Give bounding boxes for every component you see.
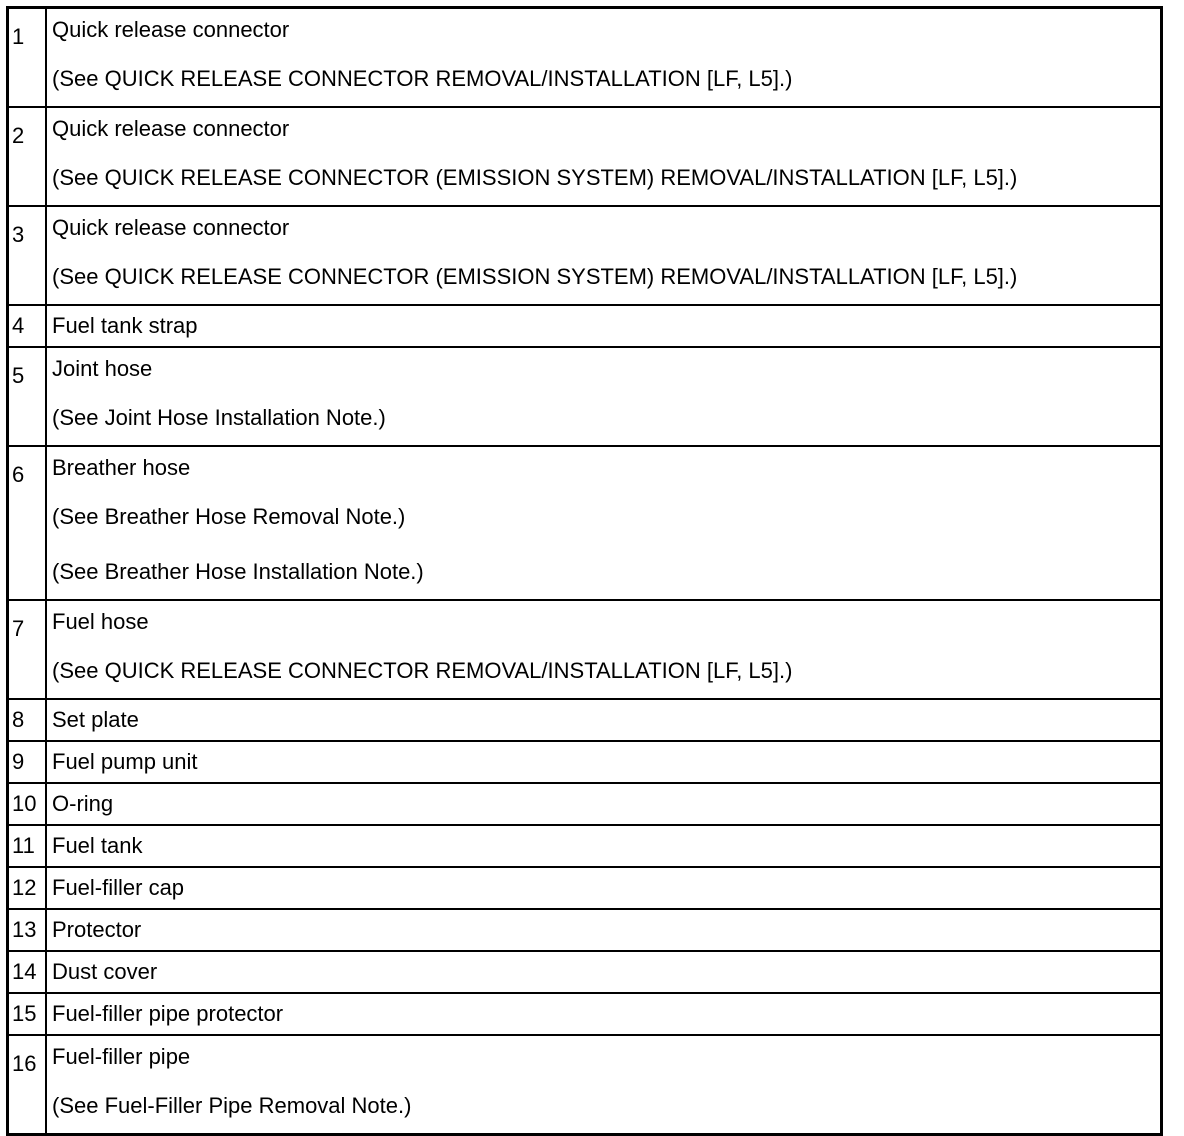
- table-row: [8, 699, 1162, 741]
- part-name: Joint hose: [52, 356, 153, 381]
- table-row: [8, 347, 1162, 446]
- part-name: Fuel-filler pipe: [52, 1044, 191, 1069]
- part-number: 2: [8, 107, 47, 206]
- part-description: [46, 206, 1162, 305]
- part-description: [46, 305, 1162, 347]
- parts-table: [6, 6, 1163, 1136]
- part-description: [46, 699, 1162, 741]
- part-number: 5: [8, 347, 47, 446]
- part-name: Fuel hose: [52, 609, 149, 634]
- part-name: Protector: [52, 917, 142, 942]
- part-name: Breather hose: [52, 455, 191, 480]
- table-row: [8, 107, 1162, 206]
- part-description: [46, 446, 1162, 600]
- part-number: 3: [8, 206, 47, 305]
- part-description: [46, 993, 1162, 1035]
- table-row: [8, 825, 1162, 867]
- table-row: [8, 446, 1162, 600]
- part-name: Dust cover: [52, 959, 158, 984]
- table-row: [8, 783, 1162, 825]
- part-reference-link[interactable]: (See QUICK RELEASE CONNECTOR REMOVAL/INSTALLATION [LF, L5].): [52, 658, 793, 683]
- part-name: O-ring: [52, 791, 114, 816]
- part-number: 11: [8, 825, 47, 867]
- part-number: 7: [8, 600, 47, 699]
- table-row: [8, 741, 1162, 783]
- part-name: Fuel tank: [52, 833, 143, 858]
- part-name: Fuel-filler cap: [52, 875, 185, 900]
- table-row: [8, 993, 1162, 1035]
- part-number: 12: [8, 867, 47, 909]
- part-reference-link[interactable]: (See Fuel-Filler Pipe Removal Note.): [52, 1093, 412, 1118]
- table-row: [8, 1035, 1162, 1135]
- part-description: [46, 8, 1162, 108]
- part-reference-link[interactable]: (See Breather Hose Removal Note.): [52, 504, 406, 529]
- part-name: Quick release connector: [52, 17, 290, 42]
- part-description: [46, 600, 1162, 699]
- part-description: [46, 825, 1162, 867]
- part-number: 6: [8, 446, 47, 600]
- table-row: [8, 206, 1162, 305]
- part-name: Fuel tank strap: [52, 313, 198, 338]
- part-number: 13: [8, 909, 47, 951]
- part-number: 10: [8, 783, 47, 825]
- part-description: [46, 347, 1162, 446]
- part-name: Quick release connector: [52, 116, 290, 141]
- part-description: [46, 867, 1162, 909]
- part-name: Set plate: [52, 707, 139, 732]
- part-number: 16: [8, 1035, 47, 1135]
- part-reference-link[interactable]: (See Breather Hose Installation Note.): [52, 559, 424, 584]
- part-description: [46, 741, 1162, 783]
- part-description: [46, 107, 1162, 206]
- part-number: 15: [8, 993, 47, 1035]
- part-reference-link[interactable]: (See Joint Hose Installation Note.): [52, 405, 386, 430]
- part-number: 9: [8, 741, 47, 783]
- part-reference-link[interactable]: (See QUICK RELEASE CONNECTOR REMOVAL/INSTALLATION [LF, L5].): [52, 66, 793, 91]
- part-description: [46, 1035, 1162, 1135]
- part-reference-link[interactable]: (See QUICK RELEASE CONNECTOR (EMISSION SYSTEM) REMOVAL/INSTALLATION [LF, L5].): [52, 165, 1018, 190]
- part-description: [46, 909, 1162, 951]
- table-row: [8, 951, 1162, 993]
- part-number: 14: [8, 951, 47, 993]
- part-number: 4: [8, 305, 47, 347]
- part-description: [46, 951, 1162, 993]
- parts-table-body: [8, 8, 1162, 1135]
- part-name: Fuel pump unit: [52, 749, 198, 774]
- table-row: [8, 867, 1162, 909]
- part-number: 1: [8, 8, 47, 108]
- table-row: [8, 305, 1162, 347]
- table-row: [8, 8, 1162, 108]
- part-reference-link[interactable]: (See QUICK RELEASE CONNECTOR (EMISSION SYSTEM) REMOVAL/INSTALLATION [LF, L5].): [52, 264, 1018, 289]
- part-name: Quick release connector: [52, 215, 290, 240]
- table-row: [8, 909, 1162, 951]
- part-number: 8: [8, 699, 47, 741]
- part-name: Fuel-filler pipe protector: [52, 1001, 284, 1026]
- table-row: [8, 600, 1162, 699]
- part-description: [46, 783, 1162, 825]
